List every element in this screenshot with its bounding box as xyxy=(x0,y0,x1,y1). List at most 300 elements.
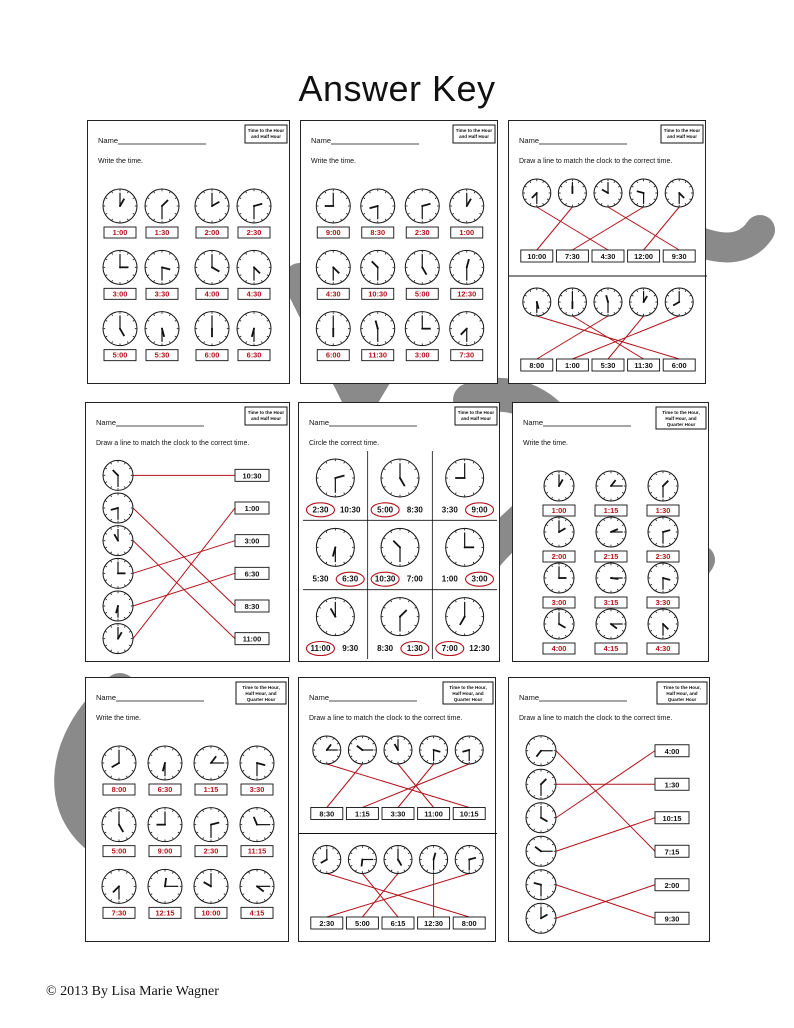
clock-icon xyxy=(316,528,354,566)
clock-center xyxy=(117,474,119,476)
instruction-text: Write the time. xyxy=(98,158,143,165)
clock-icon xyxy=(103,460,133,490)
clock-center xyxy=(117,507,119,509)
match-line xyxy=(572,316,643,359)
time-option: 8:30 xyxy=(406,505,423,515)
clock-icon xyxy=(195,250,229,284)
time-option: 11:00 xyxy=(310,644,331,653)
clock-icon xyxy=(446,459,484,497)
topic-badge xyxy=(245,407,287,425)
clock-center xyxy=(334,546,336,548)
clock-icon xyxy=(544,563,574,593)
clock-icon xyxy=(405,189,439,223)
answer-text: 8:00 xyxy=(529,361,545,370)
answer-text: 8:30 xyxy=(319,809,335,819)
clock-icon xyxy=(103,591,133,621)
answer-box xyxy=(362,227,394,238)
clock-center xyxy=(433,859,435,861)
answer-box xyxy=(235,633,269,645)
clock-icon xyxy=(237,189,271,223)
clock-center xyxy=(326,859,328,861)
clock-icon xyxy=(446,598,484,636)
match-line xyxy=(556,751,655,852)
answer-text: 3:30 xyxy=(390,809,406,819)
clock-icon xyxy=(148,808,182,842)
match-line xyxy=(572,316,679,359)
answer-text: 2:00 xyxy=(664,880,680,890)
worksheet-content xyxy=(86,403,291,663)
clock-center xyxy=(421,266,423,268)
answer-box xyxy=(647,643,679,654)
time-option: 1:00 xyxy=(441,574,458,584)
clock-center xyxy=(610,623,612,625)
answer-box xyxy=(238,227,270,238)
answer-box xyxy=(595,597,627,608)
clock-center xyxy=(253,266,255,268)
answer-text: 2:15 xyxy=(603,552,619,561)
clock-icon xyxy=(316,598,354,636)
clock-icon xyxy=(316,459,354,497)
match-line xyxy=(327,764,469,808)
answer-text: 1:15 xyxy=(603,506,619,515)
time-option: 7:00 xyxy=(406,574,423,584)
clock-icon xyxy=(381,528,419,566)
clock-center xyxy=(678,301,680,303)
clock-center xyxy=(466,328,468,330)
answer-box xyxy=(543,505,575,516)
clock-center xyxy=(377,205,379,207)
badge-text: Time to the Hour xyxy=(247,128,285,133)
badge-text: Time to the Hour xyxy=(247,410,285,415)
clock-icon xyxy=(316,189,350,223)
clock-center xyxy=(466,205,468,207)
answer-box xyxy=(628,359,660,371)
clock-icon xyxy=(103,526,133,556)
answer-box xyxy=(235,502,269,514)
answer-text: 1:15 xyxy=(355,809,370,819)
clock-icon xyxy=(596,471,626,501)
clock-icon xyxy=(102,869,136,903)
answer-box xyxy=(382,917,414,929)
badge-text: Half Hour, and xyxy=(665,416,697,421)
clock-icon xyxy=(384,846,412,874)
answer-box xyxy=(311,808,343,820)
clock-icon xyxy=(526,736,556,766)
match-line xyxy=(327,764,363,808)
answer-text: 10:00 xyxy=(201,908,221,918)
clock-icon xyxy=(240,746,274,780)
badge-text: Quarter Hour xyxy=(246,697,276,702)
time-option: 3:30 xyxy=(441,505,458,515)
answer-box xyxy=(453,808,485,820)
answer-text: 11:15 xyxy=(247,846,267,856)
instruction-text: Write the time. xyxy=(311,158,356,165)
clock-icon xyxy=(194,869,228,903)
answer-box xyxy=(647,551,679,562)
clock-center xyxy=(558,531,560,533)
clock-center xyxy=(540,783,542,785)
answer-text: 4:15 xyxy=(603,644,619,653)
worksheet-content xyxy=(509,678,711,943)
instruction-text: Write the time. xyxy=(96,715,141,722)
answer-text: 5:30 xyxy=(600,361,616,370)
answer-box xyxy=(195,846,227,857)
answer-box xyxy=(406,227,438,238)
match-line xyxy=(537,207,608,250)
clock-center xyxy=(164,885,166,887)
clock-icon xyxy=(348,736,376,764)
clock-icon xyxy=(450,250,484,284)
clock-center xyxy=(399,477,401,479)
instruction-text: Draw a line to match the clock to the correct time. xyxy=(519,715,673,722)
clock-icon xyxy=(648,609,678,639)
answer-text: 4:00 xyxy=(664,746,680,756)
answer-text: 6:30 xyxy=(244,569,260,579)
clock-center xyxy=(399,546,401,548)
clock-icon xyxy=(596,563,626,593)
clock-icon xyxy=(544,471,574,501)
answer-text: 4:30 xyxy=(246,289,262,299)
answer-box xyxy=(149,846,181,857)
clock-center xyxy=(161,205,163,207)
answer-text: 1:00 xyxy=(459,228,475,237)
answer-text: 10:30 xyxy=(242,471,262,481)
clock-icon xyxy=(384,736,412,764)
clock-icon xyxy=(103,189,137,223)
clock-icon xyxy=(526,836,556,866)
clock-icon xyxy=(544,609,574,639)
clock-center xyxy=(161,266,163,268)
clock-icon xyxy=(523,288,551,316)
clock-center xyxy=(119,266,121,268)
time-option: 5:00 xyxy=(377,505,394,515)
answer-text: 8:00 xyxy=(111,785,127,794)
time-option: 3:00 xyxy=(471,574,488,584)
time-option: 5:30 xyxy=(312,574,329,584)
clock-center xyxy=(397,749,399,751)
answer-box xyxy=(655,745,689,757)
clock-center xyxy=(678,192,680,194)
answer-box xyxy=(103,784,135,795)
instruction-text: Circle the correct time. xyxy=(309,440,380,447)
worksheet-content xyxy=(299,403,501,663)
clock-center xyxy=(118,762,120,764)
answer-box xyxy=(451,288,483,299)
answer-box xyxy=(595,505,627,516)
answer-text: 1:30 xyxy=(655,506,671,515)
match-line xyxy=(133,573,235,606)
clock-icon xyxy=(596,517,626,547)
answer-text: 4:00 xyxy=(204,289,220,299)
badge-text: and Half Hour xyxy=(250,134,282,139)
clock-center xyxy=(464,477,466,479)
clock-center xyxy=(377,328,379,330)
answer-box xyxy=(103,907,135,918)
answer-box xyxy=(235,535,269,547)
clock-icon xyxy=(148,869,182,903)
answer-text: 2:30 xyxy=(246,228,262,237)
badge-text: Time to the Hour, xyxy=(663,685,701,690)
answer-box xyxy=(346,917,378,929)
clock-icon xyxy=(558,288,586,316)
worksheet-content xyxy=(88,121,291,385)
answer-text: 2:30 xyxy=(414,228,430,237)
name-label: Name xyxy=(519,693,540,702)
clock-icon xyxy=(381,459,419,497)
answer-text: 10:15 xyxy=(459,809,479,819)
answer-text: 2:00 xyxy=(551,552,567,561)
clock-icon xyxy=(361,312,395,346)
name-label: Name xyxy=(309,693,330,702)
answer-box xyxy=(317,227,349,238)
badge-text: Time to the Hour xyxy=(457,410,495,415)
time-option: 10:30 xyxy=(339,505,361,515)
clock-center xyxy=(643,301,645,303)
answer-text: 12:30 xyxy=(424,919,444,928)
clock-center xyxy=(536,301,538,303)
answer-box xyxy=(196,227,228,238)
answer-text: 1:00 xyxy=(565,361,580,370)
topic-badge xyxy=(455,407,497,425)
clock-icon xyxy=(381,598,419,636)
topic-badge xyxy=(443,682,493,704)
answer-text: 6:15 xyxy=(390,919,406,928)
answer-box xyxy=(382,808,414,820)
answer-text: 1:30 xyxy=(154,228,170,237)
name-label: Name xyxy=(311,136,332,145)
answer-box xyxy=(592,250,624,262)
clock-icon xyxy=(240,869,274,903)
clock-icon xyxy=(361,189,395,223)
clock-icon xyxy=(195,189,229,223)
clock-center xyxy=(117,540,119,542)
answer-text: 4:30 xyxy=(600,252,616,261)
clock-center xyxy=(662,577,664,579)
name-label: Name xyxy=(309,418,330,427)
worksheet-content xyxy=(299,678,497,943)
time-option: 10:30 xyxy=(374,574,396,584)
topic-badge xyxy=(657,682,707,704)
worksheet-2 xyxy=(300,120,498,384)
answer-text: 9:00 xyxy=(325,228,341,237)
answer-text: 1:00 xyxy=(244,504,260,513)
worksheet-content xyxy=(301,121,499,385)
answer-text: 1:00 xyxy=(112,228,128,237)
clock-icon xyxy=(544,517,574,547)
answer-box xyxy=(595,551,627,562)
answer-text: 4:00 xyxy=(551,644,567,653)
answer-box xyxy=(592,359,624,371)
clock-icon xyxy=(594,288,622,316)
clock-icon xyxy=(237,312,271,346)
clock-icon xyxy=(526,769,556,799)
answer-text: 1:00 xyxy=(551,506,567,515)
clock-center xyxy=(464,546,466,548)
answer-text: 4:30 xyxy=(655,644,671,653)
answer-text: 12:30 xyxy=(457,289,477,299)
answer-text: 3:00 xyxy=(112,289,128,299)
clock-center xyxy=(118,824,120,826)
clock-center xyxy=(119,328,121,330)
badge-text: and Half Hour xyxy=(460,416,492,421)
worksheet-3 xyxy=(508,120,706,384)
clock-center xyxy=(662,485,664,487)
answer-text: 1:15 xyxy=(203,785,219,794)
clock-center xyxy=(332,328,334,330)
clock-center xyxy=(361,749,363,751)
answer-text: 3:30 xyxy=(154,289,170,299)
answer-text: 4:30 xyxy=(325,289,341,299)
answer-text: 8:30 xyxy=(370,228,386,237)
answer-box xyxy=(418,917,450,929)
clock-center xyxy=(334,477,336,479)
badge-text: Quarter Hour xyxy=(453,697,483,702)
clock-center xyxy=(326,749,328,751)
answer-text: 3:00 xyxy=(244,536,260,546)
clock-icon xyxy=(594,179,622,207)
answer-text: 11:30 xyxy=(368,350,387,360)
clock-center xyxy=(643,192,645,194)
time-option: 9:00 xyxy=(471,505,488,515)
clock-center xyxy=(164,762,166,764)
time-option: 8:30 xyxy=(377,644,394,653)
answer-box xyxy=(104,227,136,238)
clock-center xyxy=(466,266,468,268)
clock-icon xyxy=(237,250,271,284)
clock-center xyxy=(536,192,538,194)
answer-text: 6:30 xyxy=(246,350,262,360)
clock-center xyxy=(421,328,423,330)
answer-box xyxy=(655,912,689,924)
clock-icon xyxy=(103,624,133,654)
clock-center xyxy=(164,824,166,826)
clock-center xyxy=(118,885,120,887)
hour-hand xyxy=(165,878,166,886)
badge-text: Time to the Hour, xyxy=(449,685,487,690)
clock-center xyxy=(332,205,334,207)
clock-icon xyxy=(103,558,133,588)
clock-center xyxy=(117,605,119,607)
answer-text: 3:00 xyxy=(551,598,567,607)
clock-icon xyxy=(630,179,658,207)
clock-icon xyxy=(558,179,586,207)
answer-text: 7:30 xyxy=(459,350,475,360)
answer-text: 2:30 xyxy=(655,552,671,561)
worksheet-9 xyxy=(508,677,710,942)
clock-center xyxy=(540,917,542,919)
clock-center xyxy=(253,205,255,207)
answer-text: 2:00 xyxy=(204,228,220,237)
answer-box xyxy=(241,907,273,918)
badge-text: Time to the Hour xyxy=(663,128,701,133)
answer-box xyxy=(663,359,695,371)
badge-text: Time to the Hour, xyxy=(662,410,700,415)
clock-icon xyxy=(195,312,229,346)
answer-text: 6:00 xyxy=(204,350,220,360)
clock-center xyxy=(571,192,573,194)
clock-icon xyxy=(316,312,350,346)
answer-text: 8:30 xyxy=(244,602,260,611)
answer-text: 3:00 xyxy=(414,350,430,360)
clock-center xyxy=(253,328,255,330)
answer-box xyxy=(238,288,270,299)
answer-text: 1:30 xyxy=(664,780,680,790)
badge-text: and Half Hour xyxy=(458,134,490,139)
answer-box xyxy=(149,784,181,795)
instruction-text: Write the time. xyxy=(523,440,568,447)
clock-center xyxy=(540,750,542,752)
badge-text: Quarter Hour xyxy=(667,697,697,702)
answer-text: 12:15 xyxy=(155,908,175,918)
answer-text: 5:00 xyxy=(355,919,370,928)
match-line xyxy=(362,764,469,808)
clock-icon xyxy=(194,808,228,842)
answer-box xyxy=(149,907,181,918)
answer-text: 2:30 xyxy=(319,919,335,928)
answer-box xyxy=(241,784,273,795)
clock-icon xyxy=(523,179,551,207)
badge-text: and Half Hour xyxy=(250,416,282,421)
clock-icon xyxy=(446,528,484,566)
answer-box xyxy=(543,597,575,608)
answer-box xyxy=(406,350,438,361)
clock-icon xyxy=(103,312,137,346)
clock-icon xyxy=(420,736,448,764)
answer-box xyxy=(311,917,343,929)
clock-center xyxy=(210,824,212,826)
clock-icon xyxy=(648,517,678,547)
clock-icon xyxy=(145,189,179,223)
answer-box xyxy=(146,288,178,299)
clock-center xyxy=(433,749,435,751)
clock-icon xyxy=(455,846,483,874)
match-line xyxy=(556,818,655,852)
answer-box xyxy=(104,288,136,299)
clock-icon xyxy=(665,179,693,207)
answer-text: 5:00 xyxy=(112,350,128,360)
clock-center xyxy=(540,850,542,852)
answer-text: 8:00 xyxy=(461,919,477,928)
clock-center xyxy=(468,749,470,751)
answer-text: 3:15 xyxy=(603,598,619,607)
answer-text: 2:30 xyxy=(203,846,219,856)
clock-icon xyxy=(145,312,179,346)
clock-center xyxy=(210,885,212,887)
answer-box xyxy=(146,227,178,238)
answer-text: 12:00 xyxy=(634,252,654,261)
clock-icon xyxy=(450,189,484,223)
clock-center xyxy=(211,205,213,207)
badge-text: Time to the Hour, xyxy=(242,685,280,690)
clock-center xyxy=(610,577,612,579)
answer-text: 5:30 xyxy=(154,350,170,360)
answer-text: 6:00 xyxy=(671,361,687,370)
instruction-text: Draw a line to match the clock to the correct time. xyxy=(519,158,673,165)
answer-box xyxy=(543,551,575,562)
worksheet-content xyxy=(86,678,290,943)
answer-text: 10:00 xyxy=(527,252,547,261)
answer-box xyxy=(317,288,349,299)
clock-icon xyxy=(361,250,395,284)
match-line xyxy=(572,207,643,250)
clock-center xyxy=(332,266,334,268)
answer-text: 5:00 xyxy=(111,846,127,856)
name-label: Name xyxy=(96,693,117,702)
answer-box xyxy=(647,597,679,608)
answer-box xyxy=(362,350,394,361)
answer-box xyxy=(103,846,135,857)
answer-text: 7:30 xyxy=(111,908,127,918)
